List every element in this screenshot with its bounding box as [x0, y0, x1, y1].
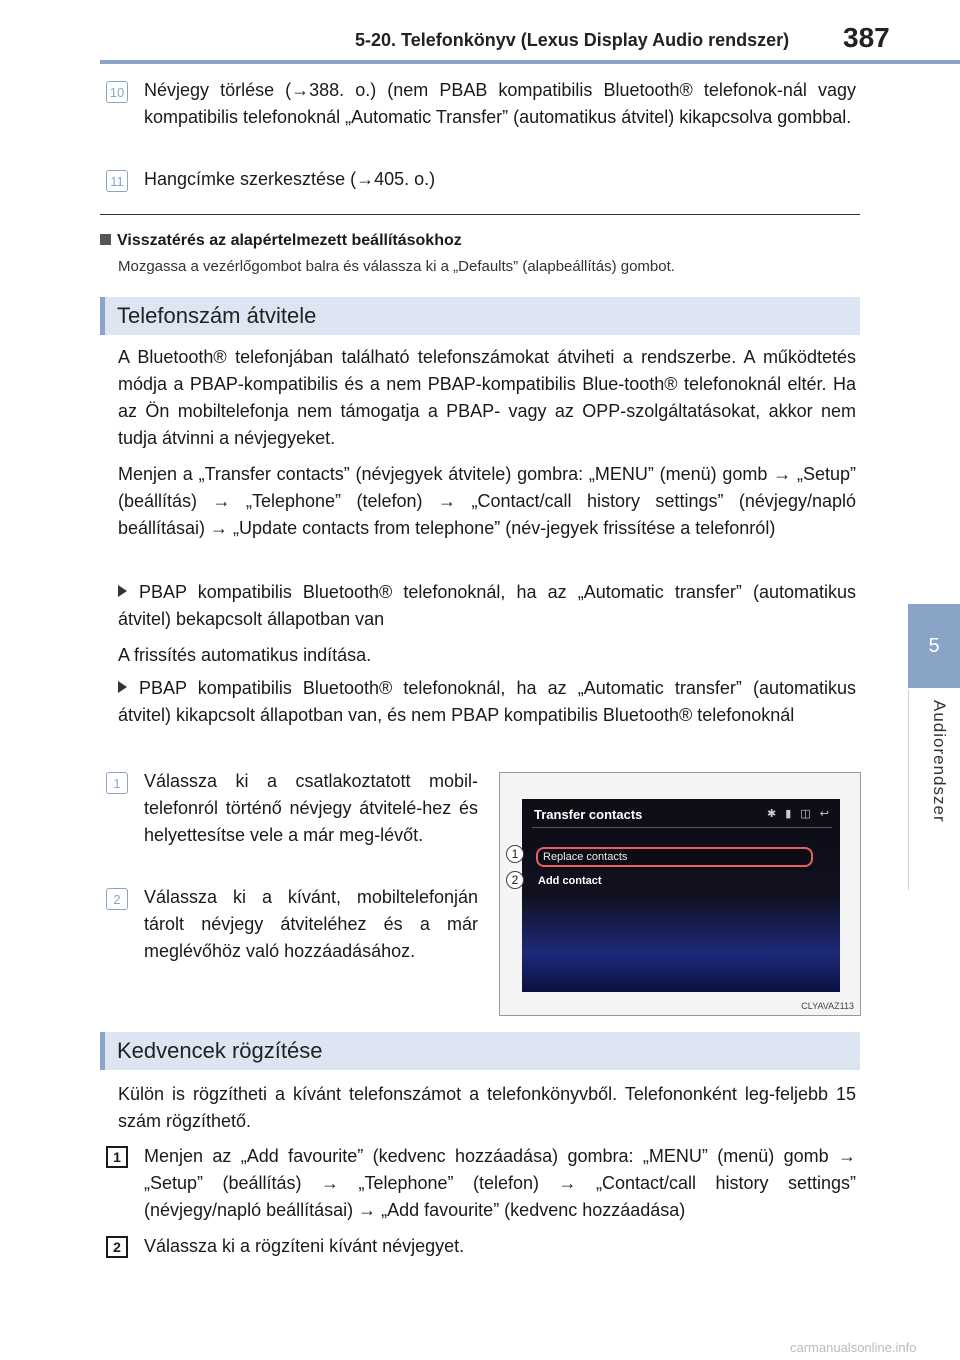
item-text-10: Névjegy törlése (→388. o.) (nem PBAB kompatibilis Bluetooth® telefonok-nál vagy kompatibilis telefonoknál „Automatic Transfer” (automatikus átvitel) kikapcsolva gombbal. — [144, 80, 856, 127]
fav-step-text-2: Válassza ki a rögzíteni kívánt névjegyet. — [144, 1236, 465, 1256]
transfer-contacts-screenshot — [499, 772, 861, 1016]
step-text-replace: Válassza ki a csatlakoztatott mobil-telefonról történő névjegy átvitelé-hez és helyettesítse vele a már meg-lévőt. — [144, 771, 478, 845]
triangle-bullet-icon — [118, 585, 127, 597]
transfer-intro: A Bluetooth® telefonjában található telefonszámokat átviheti a rendszerbe. A működtetés módja a PBAP-kompatibilis és a nem PBAP-kompatibilis Blue-tooth® telefonoknál eltér. Ha az Ön mobiltelefonja nem támogatja a PBAP- vagy az OPP-szolgáltatásokat, akkor nem tudja átvinni a névjegyeket. — [118, 347, 856, 448]
chapter-tab[interactable]: 5 — [908, 604, 960, 688]
screen-title: Transfer contacts — [534, 807, 643, 822]
bullet-auto-on — [118, 579, 856, 633]
defaults-heading — [100, 232, 462, 250]
step-number-1: 1 — [106, 772, 128, 794]
chapter-divider — [908, 690, 909, 890]
section-heading-favourites: Kedvencek rögzítése — [100, 1032, 860, 1070]
chapter-label: Audiorendszer — [930, 700, 949, 823]
step-number-2: 2 — [106, 888, 128, 910]
watermark: carmanualsonline.info — [790, 1340, 917, 1355]
page-number: 387 — [843, 22, 890, 53]
screenshot-code: CLYAVAZ113 — [801, 1001, 854, 1011]
item-text-11: Hangcímke szerkesztése (→405. o.) — [144, 169, 436, 189]
triangle-bullet-icon — [118, 681, 127, 693]
section-heading-transfer: Telefonszám átvitele — [100, 297, 860, 335]
item-number-10: 10 — [106, 81, 128, 103]
defaults-heading-text: Visszatérés az alapértelmezett beállításokhoz — [117, 232, 462, 249]
auto-update-text: A frissítés automatikus indítása. — [118, 645, 372, 665]
fav-step-text-1: Menjen az „Add favourite” (kedvenc hozzáadása) gombra: „MENU” (menü) gomb → „Setup” (beállítás) → „Telephone” (telefon) → „Contact/call history settings” (névjegy/napló beállításai) → „Add favourite” (kedvenc hozzáadása) — [144, 1146, 856, 1220]
bullet-auto-off — [118, 675, 856, 729]
favourites-intro: Külön is rögzítheti a kívánt telefonszámot a telefonkönyvből. Telefononként leg-feljebb 15 szám rögzíthető. — [118, 1084, 856, 1131]
fav-step-number-2: 2 — [106, 1236, 128, 1258]
item-number-11: 11 — [106, 170, 128, 192]
square-bullet-icon — [100, 234, 111, 245]
display-screen — [522, 799, 840, 992]
section-rule — [100, 214, 860, 215]
defaults-text: Mozgassa a vezérlőgombot balra és válassza ki a „Defaults” (alapbeállítás) gombot. — [118, 258, 675, 275]
header-rule — [100, 60, 960, 64]
replace-contacts-button[interactable]: Replace contacts — [536, 847, 813, 867]
callout-1: 1 — [506, 845, 524, 863]
add-contact-button[interactable]: Add contact — [538, 875, 602, 887]
step-text-add: Válassza ki a kívánt, mobiltelefonján tárolt névjegy átviteléhez és a már meglévőhöz való hozzáadásához. — [144, 887, 478, 961]
header-title: 5-20. Telefonkönyv (Lexus Display Audio rendszer) — [355, 30, 790, 50]
bullet-auto-on-text: PBAP kompatibilis Bluetooth® telefonoknál, ha az „Automatic transfer” (automatikus átvitel) bekapcsolt állapotban van — [118, 582, 856, 629]
status-icons: ✱ ▮ ◫ ↩ — [766, 808, 832, 820]
callout-2: 2 — [506, 871, 524, 889]
bullet-auto-off-text: PBAP kompatibilis Bluetooth® telefonoknál, ha az „Automatic transfer” (automatikus átvitel) kikapcsolt állapotban van, és nem PBAP kompatibilis Bluetooth® telefonoknál — [118, 678, 856, 725]
transfer-menu-path: Menjen a „Transfer contacts” (névjegyek átvitele) gombra: „MENU” (menü) gomb → „Setup” (beállítás) → „Telephone” (telefon) → „Contact/call history settings” (névjegy/napló beállításai) → „Update contacts from telephone” (név-jegyek frissítése a telefonról) — [118, 464, 856, 538]
fav-step-number-1: 1 — [106, 1146, 128, 1168]
screen-title-divider — [532, 827, 832, 828]
